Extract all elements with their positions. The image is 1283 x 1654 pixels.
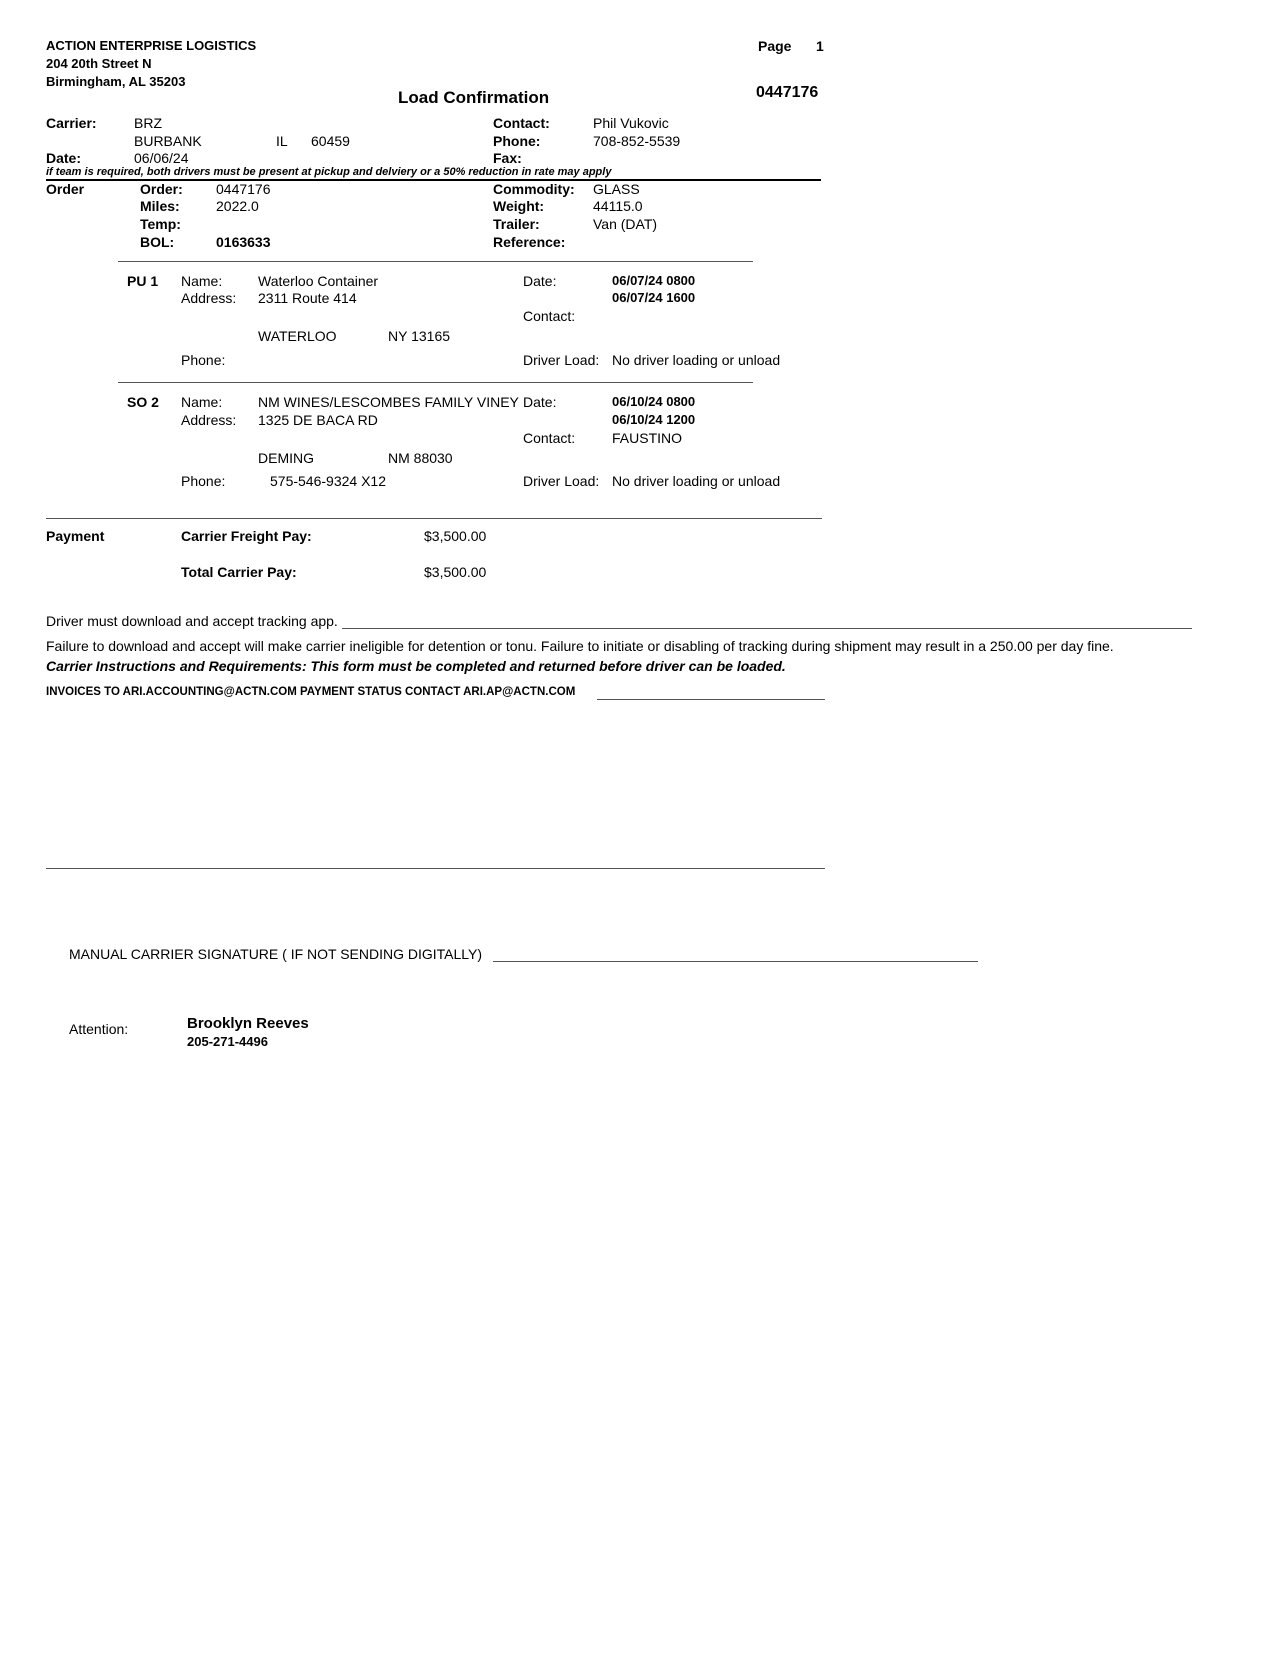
stop-contact-label: Contact:: [523, 308, 576, 324]
divider: [597, 699, 825, 700]
carrier-date: 06/06/24: [134, 150, 189, 166]
divider: [46, 518, 822, 519]
company-address-line2: Birmingham, AL 35203: [46, 74, 186, 89]
weight-label: Weight:: [493, 198, 545, 214]
carrier-label: Carrier:: [46, 115, 97, 131]
stop-address: 2311 Route 414: [258, 290, 357, 306]
stop-name-label: Name:: [181, 273, 223, 289]
stop-address: 1325 DE BACA RD: [258, 412, 378, 428]
total-pay-label: Total Carrier Pay:: [181, 564, 297, 580]
commodity-label: Commodity:: [493, 181, 575, 197]
miles-value: 2022.0: [216, 198, 259, 214]
page-number: 1: [816, 38, 824, 54]
stop-date-end: 06/07/24 1600: [612, 290, 696, 305]
page-label: Page: [758, 38, 792, 54]
signature-line: [46, 868, 825, 869]
stop-phone-label: Phone:: [181, 473, 226, 489]
miles-label: Miles:: [140, 198, 180, 214]
fax-label: Fax:: [493, 150, 522, 166]
stop-date-label: Date:: [523, 273, 557, 289]
stop-driver-load-label: Driver Load:: [523, 473, 600, 489]
phone-label: Phone:: [493, 133, 541, 149]
stop-tag: SO 2: [127, 394, 159, 410]
stop-name: NM WINES/LESCOMBES FAMILY VINEY: [258, 394, 519, 410]
company-address-line1: 204 20th Street N: [46, 56, 152, 71]
total-pay-value: $3,500.00: [424, 564, 487, 580]
stop-date-start: 06/07/24 0800: [612, 273, 696, 288]
stop-city: DEMING: [258, 450, 314, 466]
reference-label: Reference:: [493, 234, 566, 250]
stop-contact-label: Contact:: [523, 430, 576, 446]
stop-date-label: Date:: [523, 394, 557, 410]
divider: [342, 628, 1192, 629]
carrier-date-label: Date:: [46, 150, 82, 166]
stop-date-end: 06/10/24 1200: [612, 412, 696, 427]
carrier-code: BRZ: [134, 115, 162, 131]
order-section-label: Order: [46, 181, 85, 197]
carrier-instructions: Carrier Instructions and Requirements: This form must be completed and returned before driver can be loaded.: [46, 658, 786, 674]
team-notice: if team is required, both drivers must be present at pickup and delviery or a 50% reduction in rate may apply: [46, 166, 612, 178]
order-number-label: Order:: [140, 181, 183, 197]
signature-line: [493, 961, 978, 962]
trailer-label: Trailer:: [493, 216, 540, 232]
trailer-value: Van (DAT): [593, 216, 658, 232]
temp-label: Temp:: [140, 216, 181, 232]
attention-phone: 205-271-4496: [187, 1034, 268, 1049]
order-number-value: 0447176: [216, 181, 271, 197]
stop-driver-load: No driver loading or unload: [612, 473, 781, 489]
carrier-state: IL: [276, 133, 288, 149]
company-name: ACTION ENTERPRISE LOGISTICS: [46, 38, 257, 53]
stop-tag: PU 1: [127, 273, 159, 289]
stop-phone-label: Phone:: [181, 352, 226, 368]
commodity-value: GLASS: [593, 181, 640, 197]
stop-address-label: Address:: [181, 412, 237, 428]
failure-note: Failure to download and accept will make carrier ineligible for detention or tonu. Failure to initiate or disabling of tracking during shipment may result in a 250.00 per day fine.: [46, 638, 1114, 654]
page-title: Load Confirmation: [398, 88, 550, 107]
stop-name: Waterloo Container: [258, 273, 379, 289]
attention-name: Brooklyn Reeves: [187, 1015, 309, 1032]
stop-state-zip: NY 13165: [388, 328, 451, 344]
stop-phone: 575-546-9324 X12: [270, 473, 386, 489]
attention-label: Attention:: [69, 1021, 129, 1037]
document-number: 0447176: [756, 84, 819, 101]
contact-value: Phil Vukovic: [593, 115, 669, 131]
stop-state-zip: NM 88030: [388, 450, 453, 466]
freight-pay-value: $3,500.00: [424, 528, 487, 544]
freight-pay-label: Carrier Freight Pay:: [181, 528, 312, 544]
divider: [118, 261, 753, 262]
phone-value: 708-852-5539: [593, 133, 681, 149]
contact-label: Contact:: [493, 115, 550, 131]
stop-contact: FAUSTINO: [612, 430, 683, 446]
tracking-note: Driver must download and accept tracking app.: [46, 613, 338, 629]
bol-value: 0163633: [216, 234, 271, 250]
stop-driver-load-label: Driver Load:: [523, 352, 600, 368]
invoices-note: INVOICES TO ARI.ACCOUNTING@ACTN.COM PAYMENT STATUS CONTACT ARI.AP@ACTN.COM: [46, 686, 576, 698]
stop-driver-load: No driver loading or unload: [612, 352, 781, 368]
stop-name-label: Name:: [181, 394, 223, 410]
stop-date-start: 06/10/24 0800: [612, 394, 696, 409]
bol-label: BOL:: [140, 234, 175, 250]
carrier-zip: 60459: [311, 133, 350, 149]
divider: [118, 382, 753, 383]
carrier-city: BURBANK: [134, 133, 202, 149]
stop-city: WATERLOO: [258, 328, 337, 344]
payment-section-label: Payment: [46, 528, 105, 544]
stop-address-label: Address:: [181, 290, 237, 306]
weight-value: 44115.0: [593, 198, 643, 214]
manual-signature-label: MANUAL CARRIER SIGNATURE ( IF NOT SENDING DIGITALLY): [69, 946, 483, 962]
